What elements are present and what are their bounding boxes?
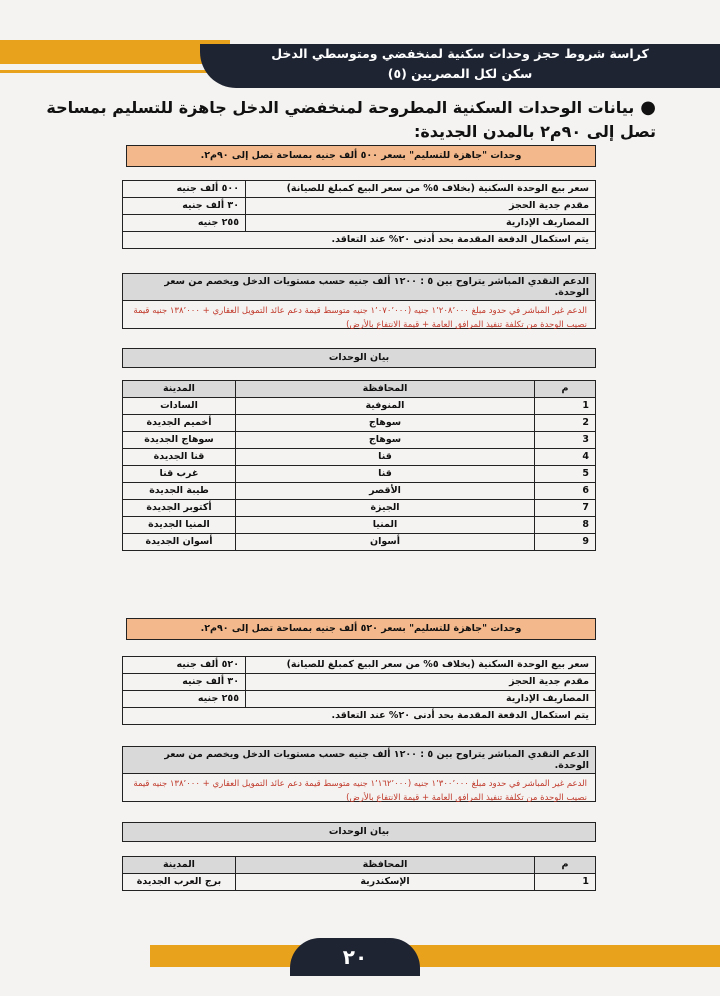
support-text: الدعم غير المباشر في حدود مبلغ ١٬٣٠٠٬٠٠٠ جنيه (١٬١٦٢٬٠٠٠ جنيه متوسط قيمة دعم عائد التمويل العقاري + ١٣٨٬٠٠٠ جنيه قيمة نصيب الوحدة من تكلفة تنفيذ المرافق العامة + قيمة الانتفاع بالأرض) [133,779,587,803]
cell: قنا [236,449,535,466]
support-title: الدعم النقدي المباشر يتراوح بين ٥ : ١٢٠٠ ألف جنيه حسب مستويات الدخل ويخصم من سعر الوحدة. [123,274,595,301]
support-title: الدعم النقدي المباشر يتراوح بين ٥ : ١٢٠٠ ألف جنيه حسب مستويات الدخل ويخصم من سعر الوحدة. [123,747,595,774]
section1-units-table [122,380,596,551]
support-text: الدعم غير المباشر في حدود مبلغ ١٬٢٠٨٬٠٠٠ جنيه (١٬٠٧٠٬٠٠٠ جنيه متوسط قيمة دعم عائد التمويل العقاري + ١٣٨٬٠٠٠ جنيه قيمة نصيب الوحدة من تكلفة تنفيذ المرافق العامة + قيمة الانتفاع بالأرض) [133,306,587,330]
cell: قنا [236,466,535,483]
col-header: المحافظة [236,857,535,874]
cell: 7 [535,500,596,517]
section-heading [40,96,656,144]
price-value: ٢٥٥ جنيه [123,215,246,232]
price-note: يتم استكمال الدفعة المقدمة بحد أدنى ٢٠% عند التعاقد. [123,708,596,725]
header-banner [200,44,720,88]
header-gold-bar [0,40,230,64]
section2-support-box [122,746,596,802]
price-value: ٥٢٠ ألف جنيه [123,657,246,674]
cell: سوهاج [236,432,535,449]
cell: 8 [535,517,596,534]
table-row [123,466,596,483]
section1-support-box [122,273,596,329]
table-row [123,398,596,415]
cell: 4 [535,449,596,466]
bullet-icon: ● [640,97,656,118]
cell: السادات [123,398,236,415]
table-row [123,432,596,449]
cell: 9 [535,534,596,551]
page-number: ٢٠ [290,938,420,976]
cell: أسوان [236,534,535,551]
price-label: سعر بيع الوحدة السكنية (بخلاف ٥% من سعر البيع كمبلغ للصيانة) [246,657,596,674]
header-line1: كراسة شروط حجز وحدات سكنية لمنخفضي ومتوسطي الدخل [271,46,649,61]
price-label: مقدم جدية الحجز [246,198,596,215]
section2-units-table [122,856,596,891]
cell: المنوفية [236,398,535,415]
price-value: ٣٠ ألف جنيه [123,198,246,215]
cell: 3 [535,432,596,449]
price-label: المصاريف الإدارية [246,691,596,708]
cell: 1 [535,398,596,415]
price-value: ٥٠٠ ألف جنيه [123,181,246,198]
table-row [123,874,596,891]
section2-units-title: بيان الوحدات [122,822,596,842]
section1-price-table [122,180,596,249]
table-row [123,415,596,432]
cell: 1 [535,874,596,891]
cell: المنيا الجديدة [123,517,236,534]
price-label: المصاريف الإدارية [246,215,596,232]
table-row [123,449,596,466]
cell: أخميم الجديدة [123,415,236,432]
cell: 6 [535,483,596,500]
cell: الأقصر [236,483,535,500]
section2-title: وحدات "جاهزة للتسليم" بسعر ٥٢٠ ألف جنيه بمساحة تصل إلى ٩٠م٢. [126,618,596,640]
cell: أسوان الجديدة [123,534,236,551]
cell: غرب قنا [123,466,236,483]
price-label: سعر بيع الوحدة السكنية (بخلاف ٥% من سعر البيع كمبلغ للصيانة) [246,181,596,198]
price-value: ٢٥٥ جنيه [123,691,246,708]
table-row [123,534,596,551]
section1-title: وحدات "جاهزة للتسليم" بسعر ٥٠٠ ألف جنيه بمساحة تصل إلى ٩٠م٢. [126,145,596,167]
table-row [123,483,596,500]
col-header: م [535,857,596,874]
cell: قنا الجديدة [123,449,236,466]
section1-units-title: بيان الوحدات [122,348,596,368]
cell: سوهاج [236,415,535,432]
table-row [123,500,596,517]
price-label: مقدم جدية الحجز [246,674,596,691]
cell: الجيزة [236,500,535,517]
price-note: يتم استكمال الدفعة المقدمة بحد أدنى ٢٠% عند التعاقد. [123,232,596,249]
col-header: المدينة [123,381,236,398]
cell: طيبة الجديدة [123,483,236,500]
cell: 2 [535,415,596,432]
cell: سوهاج الجديدة [123,432,236,449]
footer-gold-bar [150,945,720,967]
cell: 5 [535,466,596,483]
cell: برج العرب الجديدة [123,874,236,891]
col-header: م [535,381,596,398]
section2-price-table [122,656,596,725]
cell: أكتوبر الجديدة [123,500,236,517]
col-header: المدينة [123,857,236,874]
cell: الإسكندرية [236,874,535,891]
cell: المنيا [236,517,535,534]
price-value: ٣٠ ألف جنيه [123,674,246,691]
col-header: المحافظة [236,381,535,398]
header-line2: سكن لكل المصريين (٥) [387,66,533,81]
section-heading-text: بيانات الوحدات السكنية المطروحة لمنخفضي الدخل جاهزة للتسليم بمساحة تصل إلى ٩٠م٢ بالمدن الجديدة: [46,98,656,141]
table-row [123,517,596,534]
